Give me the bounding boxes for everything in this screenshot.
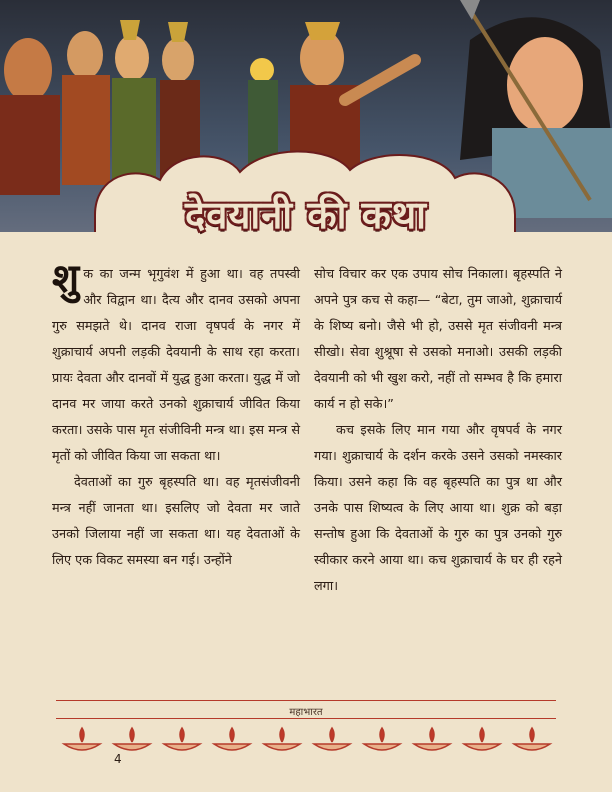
column-right (314, 262, 562, 692)
drop-cap: शु (52, 256, 80, 302)
diya-lamp-icon (214, 728, 250, 750)
column-left (52, 256, 300, 692)
footer-rule-top (56, 700, 556, 701)
diya-lamp-icon (264, 728, 300, 750)
article-body (52, 256, 562, 692)
paragraph: देवताओं का गुरु बृहस्पति था। वह मृतसंजीवनी मन्त्र नहीं जानता था। इसलिए जो देवता मर जाते उनको जिलाया नहीं जा सकता था। यह देवताओं के लिए एक विकट समस्या बन गई। उन्होंने (52, 475, 300, 568)
paragraph (52, 256, 300, 470)
diya-lamp-border (56, 722, 556, 762)
diya-lamp-icon (514, 728, 550, 750)
paragraph: कच इसके लिए मान गया और वृषपर्व के नगर गया। शुक्राचार्य के दर्शन करके उसने उसको नमस्कार किया। उसने कहा कि वह बृहस्पति का पुत्र था और उनके पास शिष्यत्व के लिए आया था। शुक्र को बड़ा सन्तोष हुआ कि देवताओं के गुरु का पुत्र उनको गुरु स्वीकार करने आया था। कच शुक्राचार्य के घर ही रहने लगा। (314, 423, 562, 594)
paragraph: सोच विचार कर एक उपाय सोच निकाला। बृहस्पति ने अपने पुत्र कच से कहा— “बेटा, तुम जाओ, शुक्राचार्य के शिष्य बनो। जैसे भी हो, उससे मृत संजीवनी मन्त्र सीखो। सेवा शुश्रूषा से उसको मनाओ। उसकी लड़की देवयानी को भी खुश करो, नहीं तो सम्भव है कि हमारा कार्य न हो सके।” (314, 267, 562, 412)
diya-lamp-icon (64, 728, 100, 750)
diya-lamp-icon (114, 728, 150, 750)
diya-lamp-icon (164, 728, 200, 750)
footer-rule-bottom (56, 718, 556, 719)
diya-lamp-icon (364, 728, 400, 750)
paragraph-text: क का जन्म भृगुवंश में हुआ था। वह तपस्वी और विद्वान था। दैत्य और दानव उसको अपना गुरु समझते थे। दानव राजा वृषपर्व के नगर में शुक्राचार्य अपनी लड़की देवयानी के साथ रहा करता। प्रायः देवता और दानवों में युद्ध हुआ करता। युद्ध में जो दानव मर जाया करते उनको शुक्राचार्य जीवित किया करता। उसके पास मृत संजीविनी मन्त्र था। इस मन्त्र से मृतों को जीवित किया जा सकता था। (52, 267, 300, 464)
diya-lamp-icon (414, 728, 450, 750)
footer-label: महाभारत (289, 707, 323, 718)
diya-lamp-icon (464, 728, 500, 750)
page-number: 4 (114, 752, 122, 766)
diya-lamp-icon (314, 728, 350, 750)
page-title: देवयानी की कथा (185, 193, 427, 237)
